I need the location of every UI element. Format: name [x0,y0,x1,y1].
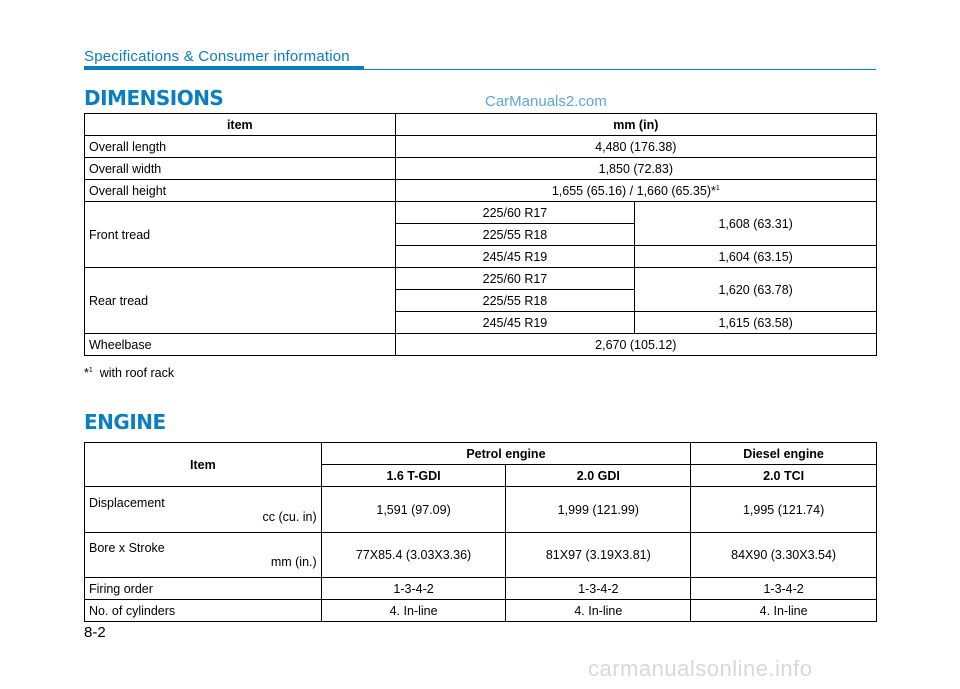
row-value: 84X90 (3.30X3.54) [691,533,877,578]
row-label: Overall width [85,158,396,180]
unit-text: cc (cu. in) [262,509,317,524]
row-value [395,180,876,202]
col-item: Item [85,443,322,487]
tire-size: 225/55 R18 [395,290,635,312]
table-header-row [85,443,877,465]
row-value: 4. In-line [506,600,691,622]
row-label [85,487,322,533]
engine-title: ENGINE [84,410,166,434]
table-row [85,600,877,622]
row-value: 4. In-line [691,600,877,622]
tire-size: 245/45 R19 [395,246,635,268]
col-engine: 1.6 T-GDI [321,465,506,487]
row-value: 1,608 (63.31) [635,202,877,246]
row-value: 77X85.4 (3.03X3.36) [321,533,506,578]
row-label: No. of cylinders [85,600,322,622]
row-label: Front tread [85,202,396,268]
watermark-bottom: carmanualsonline.info [588,656,813,681]
tire-size: 245/45 R19 [395,312,635,334]
row-value: 81X97 (3.19X3.81) [506,533,691,578]
tire-size: 225/60 R17 [395,202,635,224]
row-value: 1,620 (63.78) [635,268,877,312]
col-petrol: Petrol engine [321,443,691,465]
row-label [85,533,322,578]
height-value-text: 1,655 (65.16) / 1,660 (65.35)* [551,183,716,198]
row-value: 4. In-line [321,600,506,622]
footnote-mark: * [84,366,89,380]
tire-size: 225/60 R17 [395,268,635,290]
row-label: Overall length [85,136,396,158]
footnote-text: with roof rack [99,366,175,380]
row-value: 1-3-4-2 [321,578,506,600]
table-row [85,334,877,356]
header-rule-thick [84,66,364,70]
row-label: Rear tread [85,268,396,334]
col-engine: 2.0 TCI [691,465,877,487]
table-row [85,268,877,290]
label-text: Bore x Stroke [89,541,165,555]
section-header-title: Specifications & Consumer information [84,48,350,65]
page-number: 8-2 [84,624,106,641]
footnote [84,366,174,380]
row-value: 4,480 (176.38) [395,136,876,158]
row-label: Wheelbase [85,334,396,356]
row-value: 1,999 (121.99) [506,487,691,533]
row-value: 1,995 (121.74) [691,487,877,533]
row-value: 1,850 (72.83) [395,158,876,180]
table-header-row [85,114,877,136]
row-label: Overall height [85,180,396,202]
table-row [85,533,877,578]
row-value: 1,615 (63.58) [635,312,877,334]
table-row [85,180,877,202]
dimensions-table [84,113,877,356]
table-row [85,158,877,180]
tire-size: 225/55 R18 [395,224,635,246]
row-value: 1,604 (63.15) [635,246,877,268]
engine-table [84,442,877,622]
label-text: Displacement [89,495,165,510]
watermark-top: CarManuals2.com [485,93,607,110]
unit-text: mm (in.) [270,555,317,569]
col-engine: 2.0 GDI [506,465,691,487]
row-value: 1,591 (97.09) [321,487,506,533]
row-value: 1-3-4-2 [506,578,691,600]
table-row [85,578,877,600]
header-rule-thin [364,69,876,70]
footnote-sup: 1 [88,366,93,374]
table-row [85,487,877,533]
row-label: Firing order [85,578,322,600]
row-value: 2,670 (105.12) [395,334,876,356]
row-value: 1-3-4-2 [691,578,877,600]
col-item: item [85,114,396,136]
table-row [85,202,877,224]
col-value: mm (in) [395,114,876,136]
dimensions-title: DIMENSIONS [84,86,224,110]
col-diesel: Diesel engine [691,443,877,465]
table-row [85,136,877,158]
footnote-sup: 1 [715,184,720,192]
